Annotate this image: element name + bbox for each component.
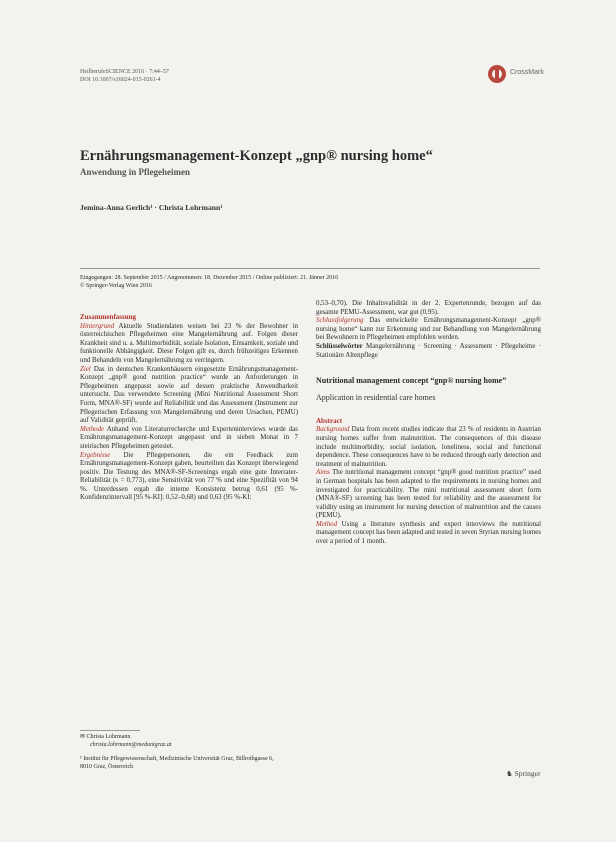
section-text: Aktuelle Studiendaten weisen bei 23 % der Bewohner in österreichischen Pflegeheimen eine Mangelernährung auf. Folgen dieser Krankheit sind u. a. Multimorbidität, soziale Isolation, Einsamkeit, soziale und funktionelle Abhängigkeit. Diese Folgen gilt es, durch frühzeitiges Erkennen und Behandeln von Mangelernährung zu verringern. xyxy=(80,322,298,364)
section-text: Using a literature synthesis and expert interviews the nutritional management concept has been adapted and tested in seven Styrian nursing homes over a period of 1 month. xyxy=(316,520,541,546)
section-label: Method xyxy=(316,520,338,528)
dates-line: Eingegangen: 28. September 2015 / Angenommen: 18. Dezember 2015 / Online publiziert: 21. Jänner 2016 xyxy=(80,275,339,281)
section-text: Das in deutschen Krankenhäusern eingesetzte Ernährungsmanagement-Konzept „gnp® good nutrition practice“ wurde an Anforderungen in Pflegeheimen angepasst sowie auf dessen praktische Anwendbarkeit untersucht. Das verwendete Screening (Mini Nutritional Assessment Short Form, MNA®-SF) wurde auf Reliabilität und das Assessment (Instrument zur Pflegerischen Erfassung von Mangelernährung und deren Ursachen, PEMU) auf Validität geprüft. xyxy=(80,365,298,425)
section-text: 0,53–0,70). Die Inhaltsvalidität in der 2. Expertenrunde, bezogen auf das gesamte PEMU-Assessment, war gut (0,95). xyxy=(316,300,541,316)
right-column xyxy=(316,300,541,547)
section-label: Ergebnisse xyxy=(80,451,111,459)
corresponding-name: Christa Lohrmann xyxy=(86,734,131,740)
footnote-divider xyxy=(80,730,140,731)
section-text: Data from recent studies indicate that 23 % of residents in Austrian nursing homes suffer from malnutrition. The consequences of this disease include multimorbidity, social isolation, loneliness, social and functional dependence. These consequences have to be reduced through early detection and treatment of malnutrition. xyxy=(316,426,541,468)
section-label: Schlussfolgerung xyxy=(316,317,364,325)
english-title: Nutritional management concept “gnp® nursing home” xyxy=(316,376,507,386)
section-label: Ziel xyxy=(80,365,91,373)
abstract-paragraph xyxy=(80,366,298,426)
journal-line: HeilberufeSCIENCE 2016 · 7:44–57 xyxy=(80,69,169,75)
divider xyxy=(80,268,540,269)
article-title: Ernährungsmanagement-Konzept „gnp® nursing home“ xyxy=(80,148,433,164)
section-label: Methode xyxy=(80,425,105,433)
keywords-label: Schlüsselwörter xyxy=(316,342,363,350)
keywords xyxy=(316,343,541,360)
article-subtitle: Anwendung in Pflegeheimen xyxy=(80,167,191,177)
publisher-name: Springer xyxy=(514,769,541,778)
english-subtitle: Application in residential care homes xyxy=(316,393,436,403)
section-label: Background xyxy=(316,426,350,434)
english-abstract-heading: Abstract xyxy=(316,416,343,425)
keywords-text: Mangelernährung · Screening · Assessment · Pflegeheime · Stationäre Altenpflege xyxy=(316,342,541,359)
section-label: Aims xyxy=(316,469,330,477)
crossmark-label: CrossMark xyxy=(510,69,544,76)
abstract-paragraph xyxy=(80,452,298,504)
abstract-paragraph xyxy=(316,469,541,521)
corresponding-author xyxy=(80,733,280,741)
footnote xyxy=(80,733,280,771)
envelope-icon: ✉ xyxy=(80,734,86,740)
abstract-paragraph xyxy=(80,323,298,366)
author-list: Jemina-Anna Gerlich¹ · Christa Lohrmann¹ xyxy=(80,203,223,212)
section-text: Anhand von Literaturrecherche und Experteninterviews wurde das Ernährungsmanagement-Konzept angepasst und in sieben Monat in 7 steirischen Pflegeheimen getestet. xyxy=(80,425,298,450)
affiliation xyxy=(80,755,280,771)
doi[interactable]: DOI 10.1007/s16024-015-0261-4 xyxy=(80,77,161,83)
copyright: © Springer-Verlag Wien 2016 xyxy=(80,283,152,289)
crossmark-badge[interactable] xyxy=(487,63,547,85)
section-label: Hintergrund xyxy=(80,322,115,330)
section-text: Das entwickelte Ernährungsmanagement-Konzept „gnp® nursing home“ kann zur Erkennung und zur Behandlung von Mangelernährung bei Bewohnern in Pflegeheimen empfohlen werden. xyxy=(316,317,541,342)
abstract-paragraph xyxy=(316,521,541,547)
affiliation-number: ¹ xyxy=(80,756,82,762)
journal-header xyxy=(80,68,169,84)
section-text: Die Pflegepersonen, die ein Feedback zum Ernährungsmanagement-Konzept gaben, beurteilten das Konzept überwiegend positiv. Die Testung des MNA®-SF-Screenings ergab eine gute Interrater-Reliabilität (κ = 0,773), eine Sensitivität von 77 % und eine Spezifität von 94 %. Unterdessen ergab die interne Konsistenz betrug 0,61 (95 %-Konfidenzintervall [95 %-KI]: 0,52–0,68) und 0,63 (95 %-KI: xyxy=(80,451,298,502)
abstract-paragraph xyxy=(316,317,541,343)
springer-horse-icon: ♞ xyxy=(506,769,513,778)
abstract-paragraph xyxy=(316,300,541,317)
publication-dates xyxy=(80,274,500,290)
corresponding-email[interactable]: christa.lohrmann@medunigraz.at xyxy=(90,742,172,748)
affiliation-text: Institut für Pflegewissenschaft, Medizinische Universität Graz, Billrothgasse 6, 8010 Graz, Österreich xyxy=(80,756,274,770)
german-abstract-heading: Zusammenfassung xyxy=(80,313,137,321)
german-abstract xyxy=(80,313,298,503)
abstract-paragraph xyxy=(80,426,298,452)
abstract-paragraph xyxy=(316,426,541,469)
section-text: The nutritional management concept “gnp® good nutrition practice” used in German hospitals has been adapted to the requirements in nursing homes and investigated for practicability. The mini nutritional assessment short form (MNA®-SF) screening has been tested for reliability and the assessment for validity using an instrument for nursing detection of malnutrition and the causes (PEMU). xyxy=(316,469,541,520)
publisher-logo xyxy=(506,769,540,778)
